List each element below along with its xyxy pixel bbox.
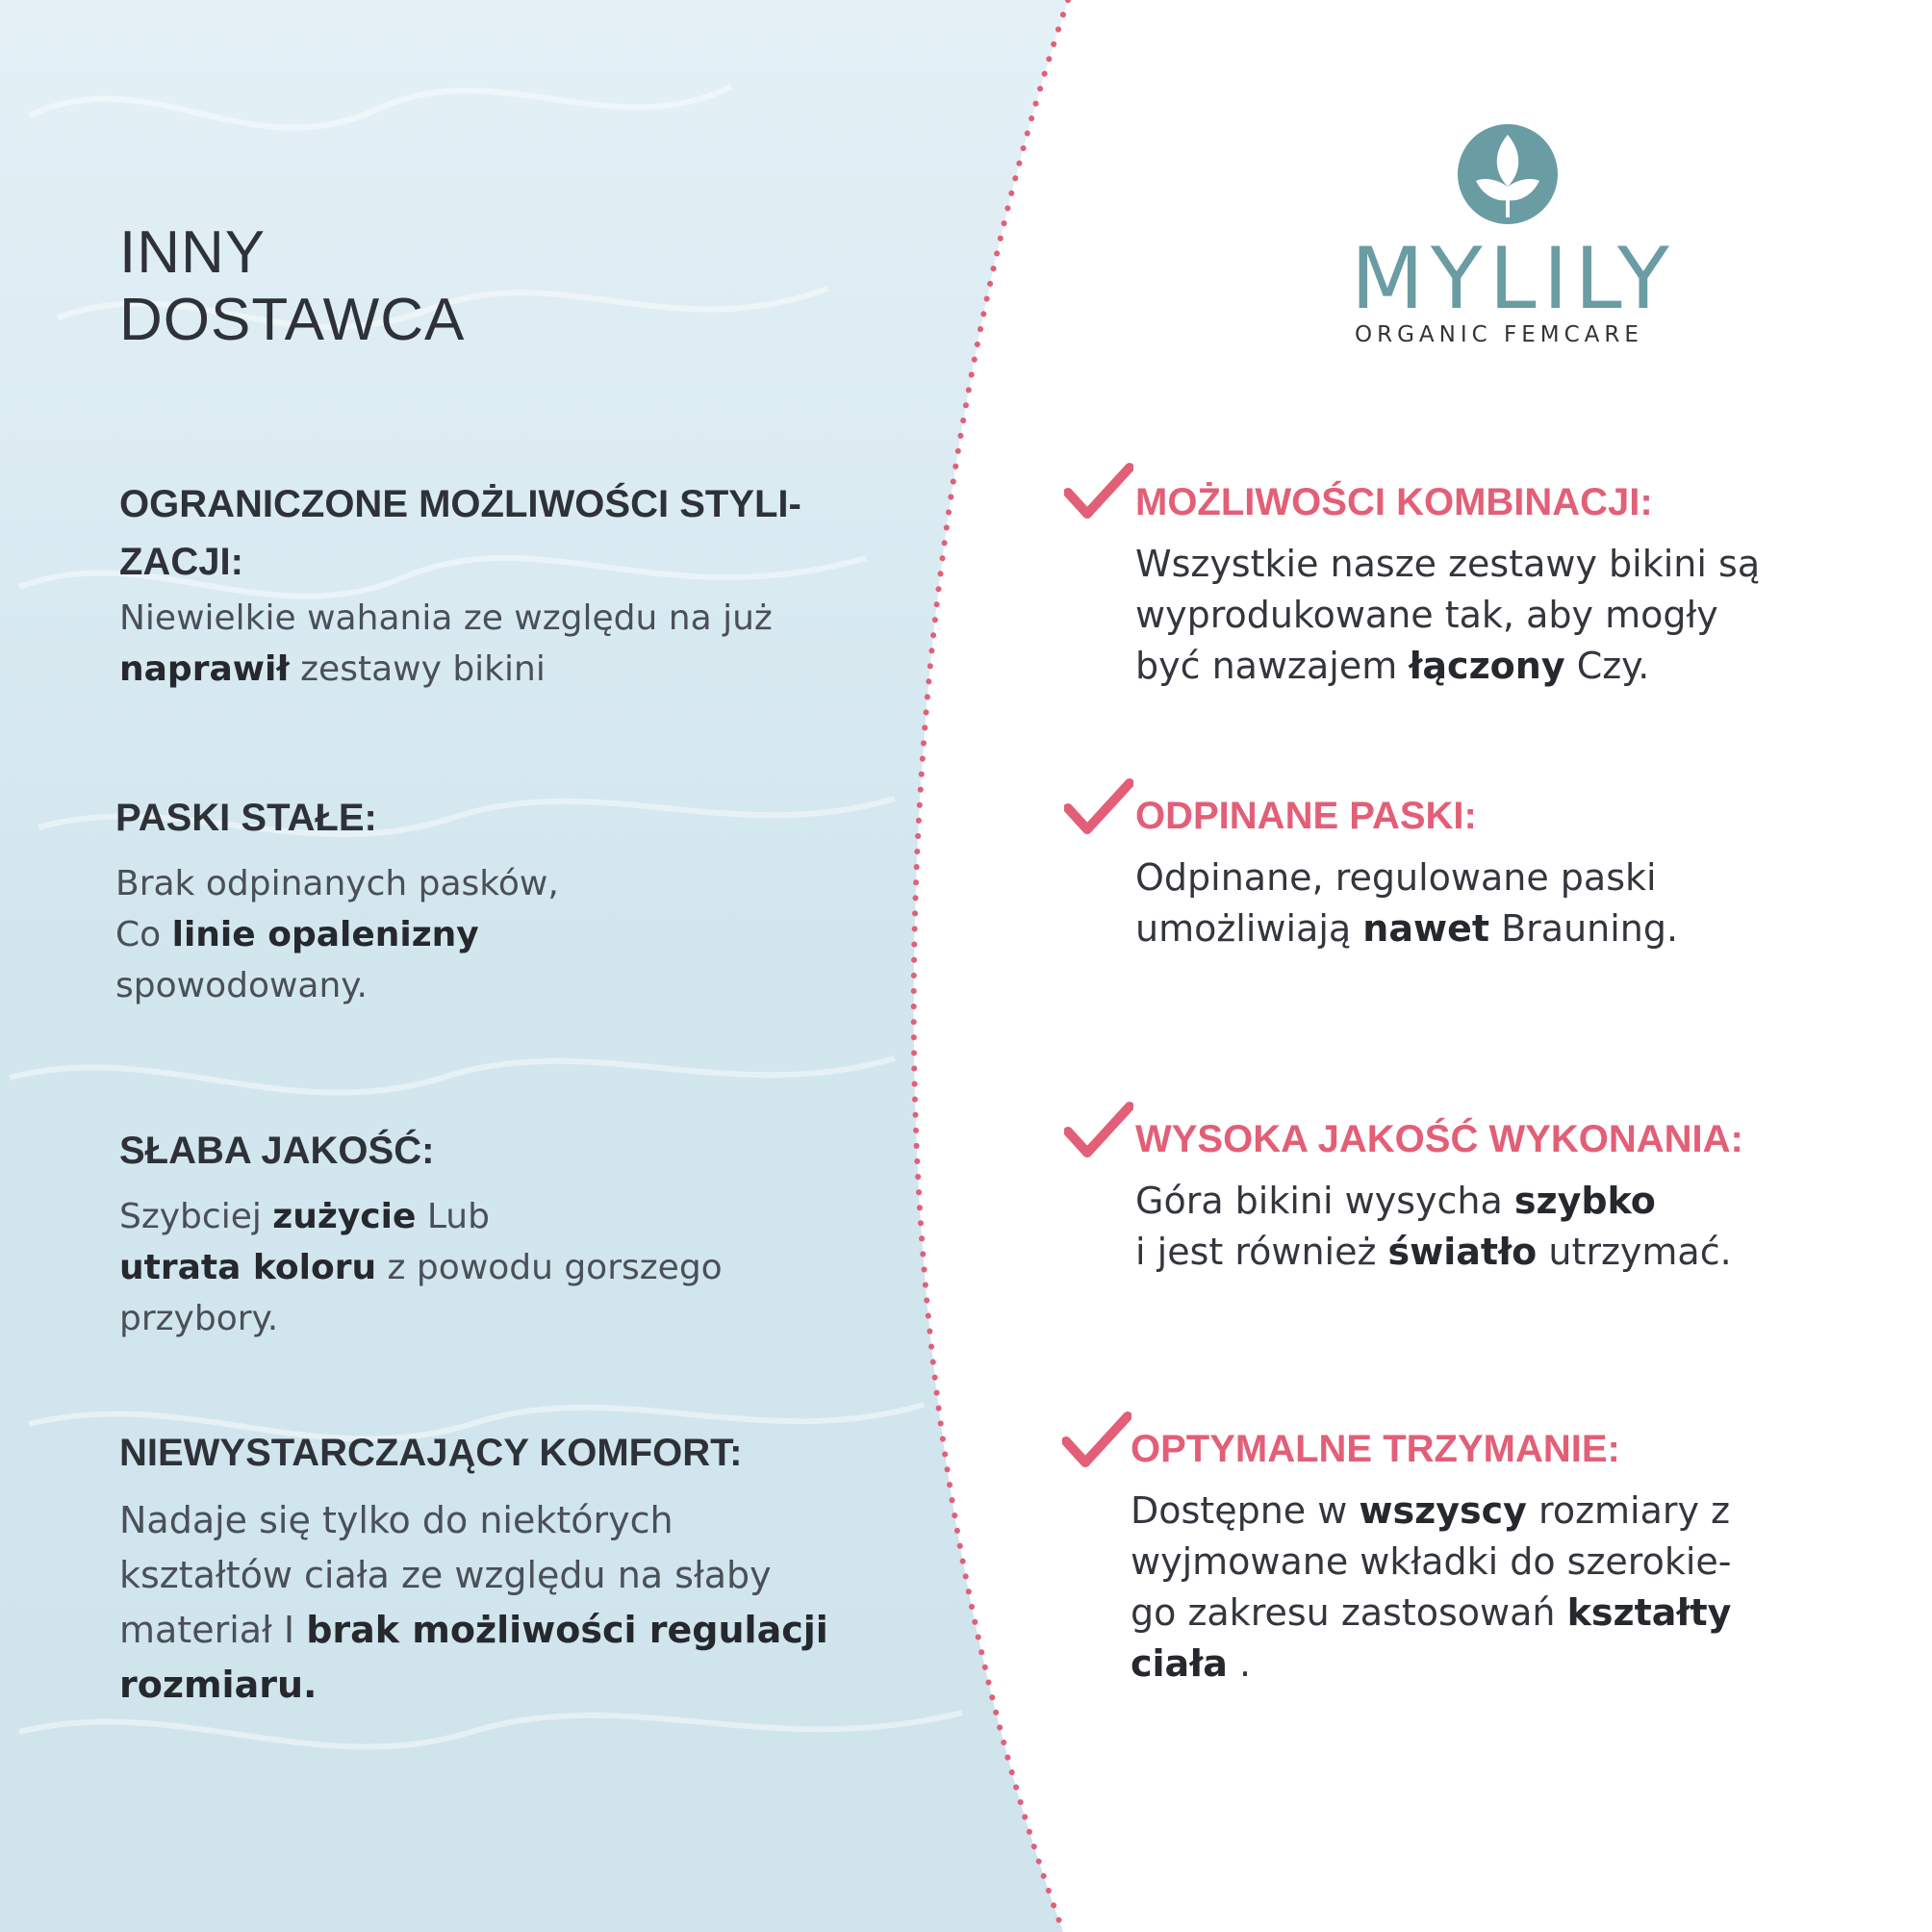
left-item-heading: PASKI STAŁE: — [115, 797, 377, 839]
body-line: umożliwiają nawet Brauning. — [1135, 907, 1679, 950]
lotus-leaf-icon — [1455, 121, 1561, 227]
left-item-heading: ZACJI: — [119, 541, 243, 583]
checkmark-icon — [1062, 1411, 1131, 1470]
body-line: rozmiaru. — [119, 1664, 318, 1706]
right-item-body — [1131, 1486, 1732, 1690]
left-item-styling — [119, 475, 801, 695]
right-item-body — [1135, 1176, 1743, 1278]
body-line: go zakresu zastosowań kształty — [1131, 1591, 1732, 1634]
body-line: utrata koloru z powodu gorszego — [119, 1248, 723, 1287]
right-item-heading: OPTYMALNE TRZYMANIE: — [1131, 1428, 1620, 1470]
body-line: Dostępne w wszyscy rozmiary z — [1131, 1489, 1731, 1532]
right-item-detachable — [1135, 791, 1678, 954]
checkmark-icon — [1064, 1101, 1133, 1160]
body-line: Nadaje się tylko do niektórych — [119, 1499, 674, 1541]
left-item-heading: SŁABA JAKOŚĆ: — [119, 1130, 435, 1172]
right-item-heading: WYSOKA JAKOŚĆ WYKONANIA: — [1135, 1118, 1743, 1160]
right-item-body — [1135, 539, 1760, 692]
body-line: materiał I brak możliwości regulacji — [119, 1609, 828, 1651]
right-item-body — [1135, 852, 1678, 954]
left-item-heading: NIEWYSTARCZAJĄCY KOMFORT: — [119, 1432, 743, 1474]
title-line: DOSTAWCA — [119, 287, 466, 353]
left-item-body — [119, 1191, 723, 1344]
left-item-body — [119, 1493, 828, 1713]
body-line: wyjmowane wkładki do szerokie- — [1131, 1540, 1732, 1583]
left-item-straps — [115, 789, 559, 1011]
right-item-heading: MOŻLIWOŚCI KOMBINACJI: — [1135, 481, 1653, 523]
body-line: być nawzajem łączony Czy. — [1135, 645, 1650, 687]
body-line: Niewielkie wahania ze względu na już — [119, 598, 773, 638]
brand-name: MYLILY — [1351, 229, 1676, 328]
right-item-quality — [1135, 1114, 1743, 1278]
body-line: Brak odpinanych pasków, — [115, 864, 559, 903]
left-item-body — [119, 593, 801, 695]
body-line: wyprodukowane tak, aby mogły — [1135, 594, 1718, 636]
body-line: przybory. — [119, 1299, 279, 1338]
body-line: Co linie opalenizny — [115, 915, 479, 954]
body-line: kształtów ciała ze względu na słaby — [119, 1554, 772, 1596]
right-item-fit — [1131, 1424, 1732, 1690]
left-item-body — [115, 858, 559, 1011]
left-item-quality — [119, 1122, 723, 1344]
competitor-title — [119, 219, 465, 354]
right-item-combination — [1135, 477, 1760, 692]
title-line: INNY — [119, 219, 267, 286]
body-line: Góra bikini wysycha szybko — [1135, 1180, 1656, 1222]
body-line: Odpinane, regulowane paski — [1135, 856, 1657, 899]
checkmark-icon — [1064, 462, 1133, 521]
body-line: Szybciej zużycie Lub — [119, 1197, 490, 1236]
left-item-comfort — [119, 1424, 828, 1713]
left-item-heading: OGRANICZONE MOŻLIWOŚCI STYLI- — [119, 483, 801, 525]
body-line: i jest również światło utrzymać. — [1135, 1231, 1732, 1273]
checkmark-icon — [1064, 777, 1133, 837]
body-line: ciała . — [1131, 1642, 1252, 1685]
right-item-heading: ODPINANE PASKI: — [1135, 795, 1477, 837]
body-line: naprawił zestawy bikini — [119, 649, 546, 689]
brand-tagline: ORGANIC FEMCARE — [1355, 322, 1643, 347]
body-line: spowodowany. — [115, 966, 368, 1005]
body-line: Wszystkie nasze zestawy bikini są — [1135, 543, 1761, 585]
